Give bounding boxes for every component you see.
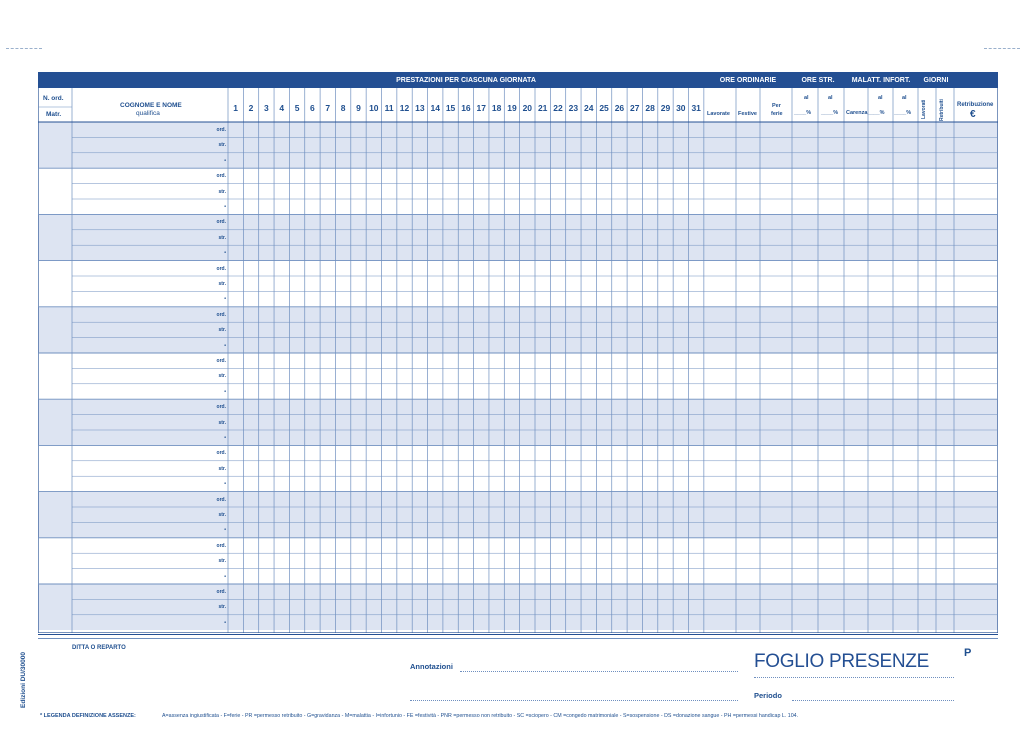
day-number: 12 <box>399 103 410 113</box>
footer-blank-line <box>410 700 738 701</box>
malatt-pct: ____% <box>894 110 912 116</box>
crop-mark-right <box>984 48 1020 49</box>
day-number: 29 <box>660 103 671 113</box>
footer-rule-top <box>38 634 998 635</box>
legenda-text: A=assenza ingiustificata - F=ferie - PR =permesso retribuito - G=gravidanza - M=malattia - I=infortunio - FE =festività - PNR =permesso non retribuito - SC =sciopero - CM =congedo matrimoniale - S=sospensione - DS =donazione sangue - PH =permessi handicap L. 104. <box>162 713 799 719</box>
row-label: ord. <box>216 496 226 503</box>
day-number: 17 <box>476 103 486 113</box>
day-number: 13 <box>415 103 425 113</box>
row-label: • <box>224 157 226 164</box>
row-label: • <box>224 342 226 349</box>
row-label: ord. <box>216 127 226 133</box>
row-label: • <box>224 619 226 626</box>
retribuzione-label: Retribuzione <box>957 102 994 108</box>
annotazioni-label: Annotazioni <box>410 662 453 671</box>
row-label: • <box>224 573 226 580</box>
day-number: 24 <box>583 103 594 113</box>
day-number: 6 <box>310 103 315 113</box>
day-number: 15 <box>445 103 456 113</box>
ore-str-al-1: al <box>804 95 809 101</box>
qualifica-label: qualifica <box>136 110 160 117</box>
cognome-nome-label: COGNOME E NOME <box>120 102 182 109</box>
header-malatt-infort: MALATT. INFORT. <box>844 72 918 88</box>
annotazioni-line <box>460 671 738 672</box>
row-label: str. <box>218 142 226 149</box>
per-label: Per <box>772 103 781 109</box>
retribuiti-text: Retribuiti <box>939 99 945 121</box>
header-giorni: GIORNI <box>918 72 954 88</box>
day-number: 16 <box>461 103 471 113</box>
carenza-label: Carenza____% <box>846 110 885 116</box>
row-label: str. <box>218 512 226 518</box>
crop-mark-left <box>6 48 42 49</box>
day-number: 9 <box>356 103 361 113</box>
day-number: 30 <box>676 103 686 113</box>
vertical-code <box>20 628 32 708</box>
periodo-line <box>792 700 954 701</box>
matr-label: Matr. <box>46 111 62 118</box>
row-label: ord. <box>216 589 226 595</box>
row-label: ord. <box>216 404 226 411</box>
attendance-sheet <box>38 72 998 633</box>
header-prestazioni: PRESTAZIONI PER CIASCUNA GIORNATA <box>228 72 704 88</box>
day-number: 7 <box>325 103 331 113</box>
row-label: ord. <box>216 219 226 226</box>
row-label: str. <box>218 234 226 241</box>
ore-str-pct-1: ____% <box>794 110 812 116</box>
footer-rule-second <box>38 638 998 639</box>
n-ord-label: N. ord. <box>43 95 64 102</box>
row-label: • <box>224 388 226 395</box>
day-number: 18 <box>491 103 502 113</box>
corner-mark: P <box>964 647 972 659</box>
ore-str-al-2: al <box>828 95 833 101</box>
periodo-label: Periodo <box>754 691 782 700</box>
vertical-code-text: Edizioni DU/30000 <box>20 652 27 708</box>
row-label: str. <box>218 558 226 565</box>
row-label: • <box>224 481 226 488</box>
day-number: 20 <box>522 103 533 113</box>
day-number: 21 <box>537 103 548 113</box>
header-ore-str: ORE STR. <box>792 72 844 88</box>
malatt-al-1: al <box>878 95 883 101</box>
row-label: • <box>224 296 226 303</box>
day-number: 1 <box>233 103 239 113</box>
day-number: 11 <box>384 103 394 113</box>
day-number: 5 <box>294 103 300 113</box>
ore-str-pct-2: ____% <box>821 110 839 116</box>
row-label: • <box>224 435 226 441</box>
ditta-reparto-label: DITTA O REPARTO <box>72 645 126 651</box>
grid-lines <box>38 72 998 633</box>
row-label: str. <box>218 188 226 195</box>
malatt-al-2: al <box>902 95 907 101</box>
legenda-title: * LEGENDA DEFINIZIONE ASSENZE: <box>40 713 136 719</box>
row-label: str. <box>218 373 226 380</box>
row-label: str. <box>218 327 226 334</box>
day-number: 19 <box>507 103 517 113</box>
lavorati-text: Lavorati <box>921 99 927 119</box>
header-ore-ordinarie: ORE ORDINARIE <box>704 72 792 88</box>
row-label: ord. <box>216 265 226 272</box>
day-number: 22 <box>553 103 563 113</box>
lavorate-label: Lavorate <box>707 111 730 117</box>
day-number: 27 <box>630 103 640 113</box>
row-label: ord. <box>216 542 226 549</box>
day-number: 25 <box>599 103 609 113</box>
row-label: ord. <box>216 311 226 318</box>
day-number: 10 <box>369 103 379 113</box>
day-number: 4 <box>279 103 285 113</box>
row-label: str. <box>218 419 226 426</box>
ferie-label: ferie <box>771 111 783 117</box>
document-title: FOGLIO PRESENZE <box>754 651 929 672</box>
day-number: 23 <box>568 103 579 113</box>
day-number: 3 <box>263 103 269 113</box>
festive-label: Festive <box>738 111 757 117</box>
row-label: ord. <box>216 450 226 457</box>
row-label: • <box>224 204 226 210</box>
day-number: 2 <box>248 103 254 113</box>
row-label: ord. <box>216 173 226 180</box>
row-label: ord. <box>216 358 226 364</box>
row-label: • <box>224 250 226 257</box>
row-label: str. <box>218 281 226 287</box>
row-label: str. <box>218 604 226 611</box>
day-number: 28 <box>645 103 655 113</box>
day-number: 14 <box>430 103 440 113</box>
row-label: str. <box>218 465 226 472</box>
day-number: 8 <box>340 103 346 113</box>
row-label: • <box>224 527 226 534</box>
day-number: 31 <box>691 103 701 113</box>
day-number: 26 <box>614 103 625 113</box>
euro-symbol: € <box>970 109 976 120</box>
title-underline <box>754 677 954 678</box>
